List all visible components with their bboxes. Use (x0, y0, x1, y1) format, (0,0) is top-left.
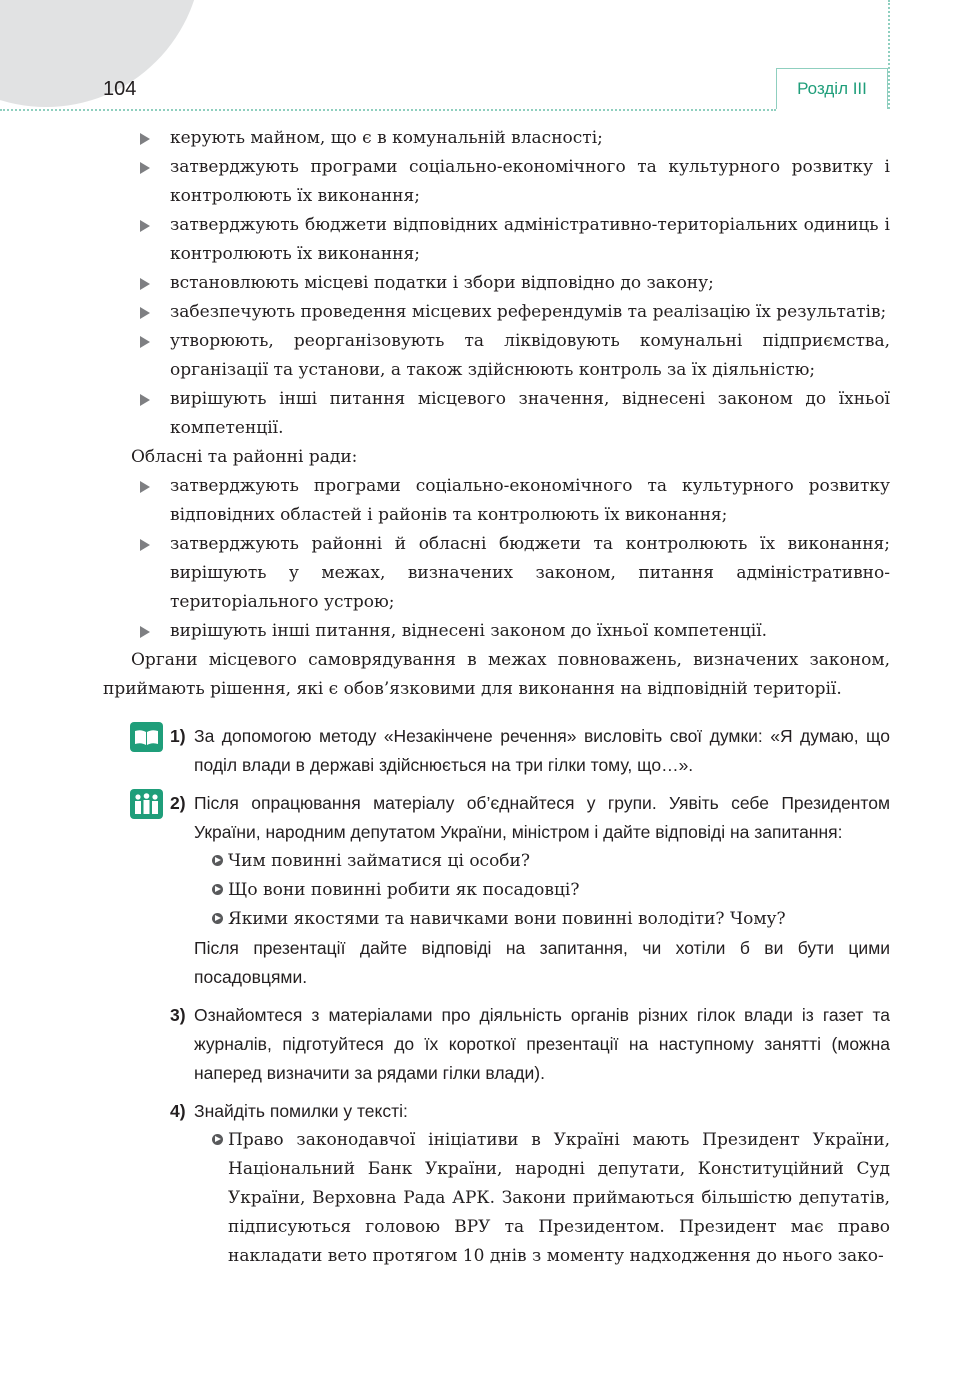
triangle-bullet-icon (140, 626, 150, 638)
error-text-list (212, 1126, 890, 1271)
triangle-bullet-icon (140, 336, 150, 348)
task-number: 1) (170, 726, 186, 746)
triangle-bullet-icon (140, 133, 150, 145)
task-2 (170, 789, 890, 992)
triangle-bullet-icon (140, 539, 150, 551)
list-item: утворюють, реорганізовують та ліквідовують комунальні підприємства, організації та установи, а також здійснюють контроль за їх діяльністю; (170, 327, 890, 385)
list-item: затверджують програми соціально-економічного та культурного розвитку і контролюють їх виконання; (170, 153, 890, 211)
triangle-bullet-icon (140, 307, 150, 319)
task-1 (170, 722, 890, 780)
task-followup-text: Після презентації дайте відповіді на запитання, чи хотіли б ви бути цими посадовцями. (194, 938, 890, 987)
list-item: Право законодавчої ініціативи в Україні мають Президент України, Національний Банк України, народні депутати, Конституційний Суд України, Верховна Рада АРК. Закони приймаються більшістю депутатів, підписуються головою ВРУ та Президентом. Президент має право накладати вето протягом 10 днів з моменту надходження до нього зако- (212, 1126, 890, 1271)
question-list (212, 847, 890, 934)
closing-paragraph: Органи місцевого самоврядування в межах повноважень, визначених законом, приймають рішення, які є обов’язковими для виконання на відповідній території. (103, 650, 890, 699)
margin-rule (888, 0, 890, 109)
list-item: забезпечують проведення місцевих референдумів та реалізацію їх результатів; (170, 298, 890, 327)
arrow-bullet-icon (212, 884, 223, 895)
open-book-icon (130, 722, 163, 752)
list-item: затверджують програми соціально-економічного та культурного розвитку відповідних областей і районів та контролюють їх виконання; (170, 472, 890, 530)
task-text: За допомогою методу «Незакінчене речення» висловіть свої думки: «Я думаю, що поділ влади в державі здійснюється на три гілки тому, що…». (194, 726, 890, 775)
list-item: Що вони повинні робити як посадовці? (212, 876, 890, 905)
section-tab: Розділ ІІІ (776, 68, 888, 109)
list-item: Чим повинні займатися ці особи? (212, 847, 890, 876)
list-item: керують майном, що є в комунальній власності; (170, 124, 890, 153)
oblast-powers-list (0, 472, 963, 646)
list-item: затверджують районні й обласні бюджети та контролюють їх виконання; вирішують у межах, визначених законом, питання адміністративно-територіального устрою; (170, 530, 890, 617)
task-text: Ознайомтеся з матеріалами про діяльність органів різних гілок влади із газет та журналів, підготуйтеся до їх короткої презентації на наступному занятті (можна наперед визначити за рядами гілки влади). (194, 1005, 890, 1083)
arrow-bullet-icon (212, 1134, 223, 1145)
task-4 (170, 1097, 890, 1271)
header-rule (0, 109, 776, 111)
page-content (0, 124, 963, 1280)
triangle-bullet-icon (140, 278, 150, 290)
corner-decoration (0, 0, 202, 107)
list-item: вирішують інші питання, віднесені законом до їхньої компетенції. (170, 617, 890, 646)
task-number: 2) (170, 793, 186, 813)
tasks-section (0, 722, 963, 1271)
group-icon (130, 789, 163, 819)
list-item: затверджують бюджети відповідних адміністративно-територіальних одиниць і контролюють їх виконання; (170, 211, 890, 269)
task-3 (170, 1001, 890, 1088)
list-item: встановлюють місцеві податки і збори відповідно до закону; (170, 269, 890, 298)
task-text: Знайдіть помилки у тексті: (194, 1101, 408, 1121)
triangle-bullet-icon (140, 394, 150, 406)
triangle-bullet-icon (140, 481, 150, 493)
arrow-bullet-icon (212, 855, 223, 866)
task-number: 4) (170, 1101, 186, 1121)
council-powers-list (0, 124, 963, 443)
list-item: вирішують інші питання місцевого значення, віднесені законом до їхньої компетенції. (170, 385, 890, 443)
task-number: 3) (170, 1005, 186, 1025)
list-item: Якими якостями та навичками вони повинні володіти? Чому? (212, 905, 890, 934)
triangle-bullet-icon (140, 220, 150, 232)
page-number: 104 (103, 78, 137, 100)
arrow-bullet-icon (212, 913, 223, 924)
triangle-bullet-icon (140, 162, 150, 174)
task-text: Після опрацювання матеріалу об’єднайтеся у групи. Уявіть себе Президентом України, народним депутатом України, міністром і дайте відповіді на запитання: (194, 793, 890, 842)
oblast-heading: Обласні та районні ради: (131, 447, 358, 467)
